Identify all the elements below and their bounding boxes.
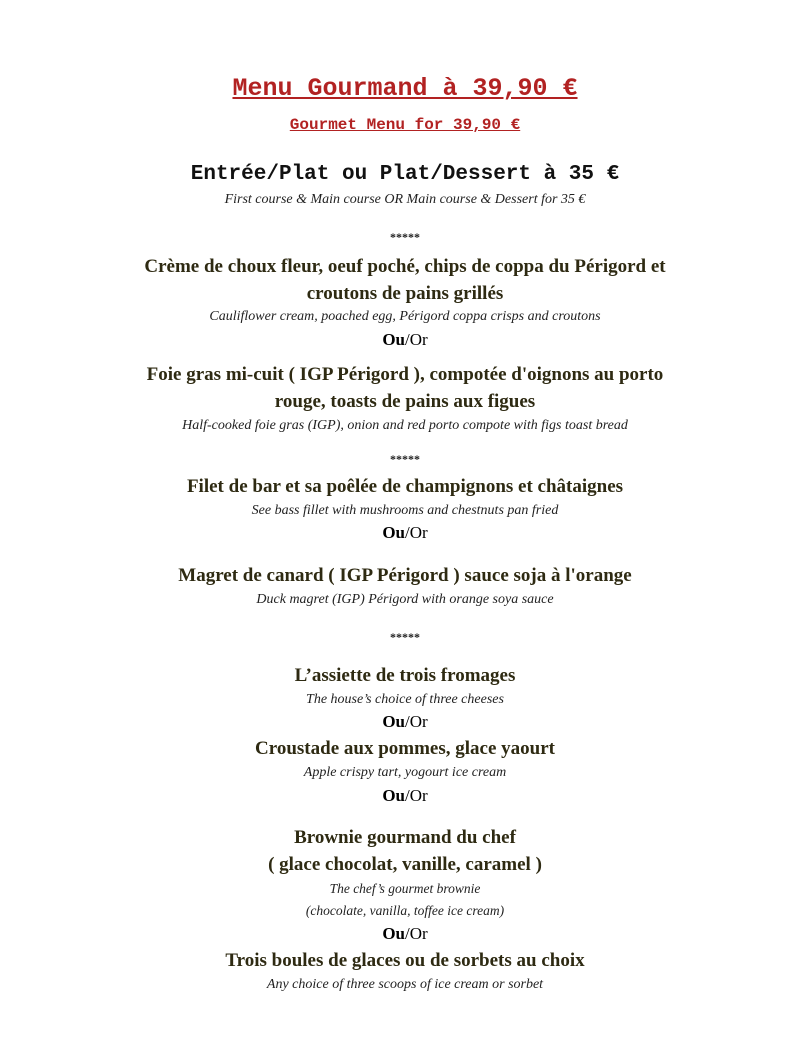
starter-1-description: Cauliflower cream, poached egg, Périgord coppa crisps and croutons	[209, 309, 601, 324]
dessert-2-description: Apple crispy tart, yogourt ice cream	[303, 765, 507, 780]
starter-1-name-line2: croutons de pains grillés	[306, 283, 504, 304]
or-en: /Or	[405, 924, 428, 943]
or-fr: Ou	[382, 712, 405, 731]
starter-2-name-line1: Foie gras mi-cuit ( IGP Périgord ), compotée d'oignons au porto	[146, 364, 664, 385]
dessert-1-description: The house’s choice of three cheeses	[306, 692, 504, 707]
or-fr: Ou	[382, 786, 405, 805]
dessert-3-description-line2: (chocolate, vanilla, toffee ice cream)	[305, 903, 505, 918]
starter-2-name-line2: rouge, toasts de pains aux figues	[274, 391, 536, 412]
formula-description: First course & Main course OR Main course & Dessert for 35 €	[224, 192, 586, 207]
main-2-name: Magret de canard ( IGP Périgord ) sauce soja à l'orange	[178, 565, 632, 586]
dessert-3-description-line1: The chef’s gourmet brownie	[329, 881, 481, 896]
or-divider	[0, 523, 810, 543]
section-separator: *****	[390, 452, 420, 466]
or-divider	[0, 924, 810, 944]
dessert-4-description: Any choice of three scoops of ice cream or sorbet	[266, 977, 544, 992]
starter-2-description: Half-cooked foie gras (IGP), onion and red porto compote with figs toast bread	[182, 418, 628, 433]
or-divider	[0, 712, 810, 732]
or-fr: Ou	[382, 924, 405, 943]
dessert-3-name-line2: ( glace chocolat, vanille, caramel )	[268, 854, 542, 875]
starter-1-name-line1: Crème de choux fleur, oeuf poché, chips de coppa du Périgord et	[144, 256, 666, 277]
section-separator: *****	[390, 230, 420, 244]
main-2-description: Duck magret (IGP) Périgord with orange soya sauce	[256, 592, 554, 607]
or-divider	[0, 786, 810, 806]
formula-title: Entrée/Plat ou Plat/Dessert à 35 €	[190, 163, 620, 186]
dessert-2-name: Croustade aux pommes, glace yaourt	[255, 738, 555, 759]
section-separator: *****	[390, 630, 420, 644]
main-1-description: See bass fillet with mushrooms and chestnuts pan fried	[251, 503, 559, 518]
menu-title: Menu Gourmand à 39,90 €	[232, 74, 578, 103]
main-1-name: Filet de bar et sa poêlée de champignons et châtaignes	[186, 476, 624, 497]
or-divider	[0, 330, 810, 350]
dessert-3-name-line1: Brownie gourmand du chef	[294, 827, 516, 848]
or-en: /Or	[405, 712, 428, 731]
or-en: /Or	[405, 786, 428, 805]
menu-subtitle: Gourmet Menu for 39,90 €	[289, 116, 521, 134]
dessert-1-name: L’assiette de trois fromages	[294, 665, 516, 686]
dessert-4-name: Trois boules de glaces ou de sorbets au choix	[225, 950, 585, 971]
or-en: /Or	[405, 523, 428, 542]
or-en: /Or	[405, 330, 428, 349]
or-fr: Ou	[382, 330, 405, 349]
or-fr: Ou	[382, 523, 405, 542]
